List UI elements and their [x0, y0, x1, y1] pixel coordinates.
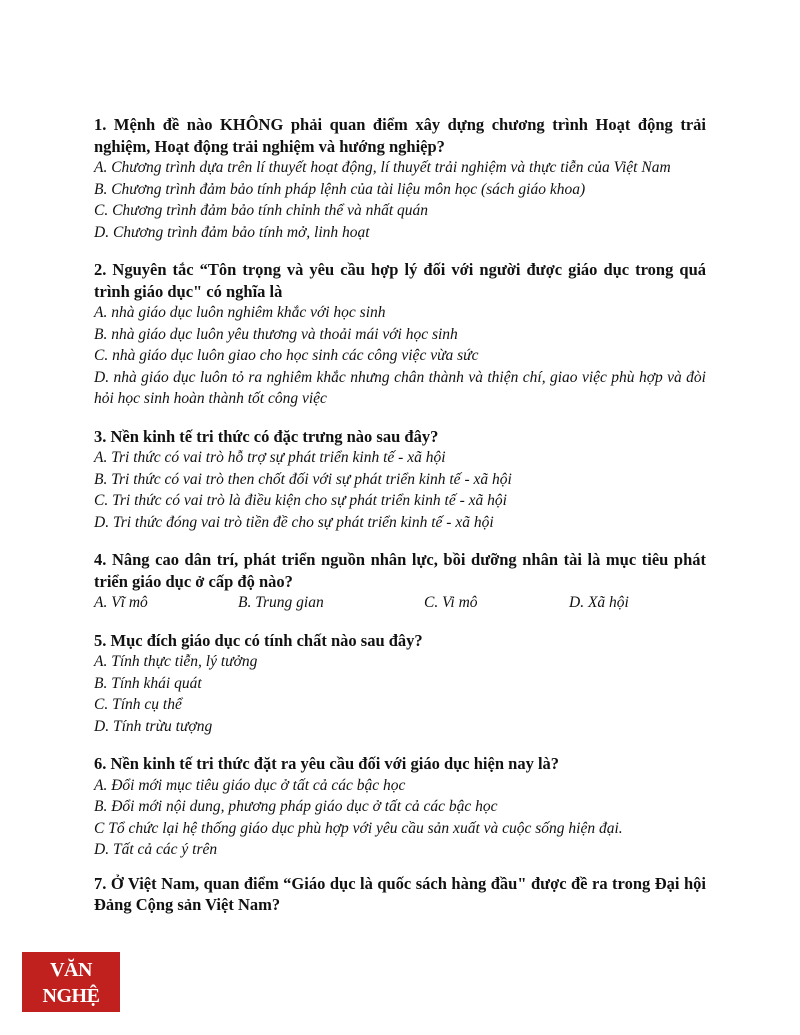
option-a: A. Chương trình dựa trên lí thuyết hoạt động, lí thuyết trải nghiệm và thực tiễn của Việt Nam [94, 159, 671, 176]
question-4 [94, 549, 706, 614]
option-a: A. nhà giáo dục luôn nghiêm khắc với học sinh [94, 304, 386, 321]
option-b: B. Chương trình đảm bảo tính pháp lệnh của tài liệu môn học (sách giáo khoa) [94, 180, 586, 198]
option-b: B. nhà giáo dục luôn yêu thương và thoải mái với học sinh [94, 325, 458, 343]
option-d: D. Tính trừu tượng [94, 717, 213, 735]
option-a: A. Tính thực tiễn, lý tưởng [94, 653, 258, 670]
question-5 [94, 630, 706, 738]
option-d: D. Tri thức đóng vai trò tiền đề cho sự phát triển kinh tế - xã hội [94, 513, 494, 531]
question-title: 4. Nâng cao dân trí, phát triển nguồn nhân lực, bồi dưỡng nhân tài là mục tiêu phát triển giáo dục ở cấp độ nào? [94, 550, 706, 591]
option-b: B. Tri thức có vai trò then chốt đối với sự phát triển kinh tế - xã hội [94, 470, 512, 488]
logo-line-2: TiềnGiang [32, 1010, 110, 1029]
option-b: B. Tính khái quát [94, 674, 202, 692]
logo-line-1: VĂN NGHỆ [42, 959, 100, 1007]
option-c: C. Tính cụ thể [94, 696, 182, 713]
van-nghe-tien-giang-logo [22, 952, 120, 1029]
option-b: B. Đổi mới nội dung, phương pháp giáo dục ở tất cả các bậc học [94, 798, 498, 815]
question-2 [94, 259, 706, 410]
option-d: D. nhà giáo dục luôn tỏ ra nghiêm khắc nhưng chân thành và thiện chí, giao việc phù hợp và đòi hỏi học sinh hoàn thành tốt công việc [94, 368, 706, 407]
option-a: A. Tri thức có vai trò hỗ trợ sự phát triển kinh tế - xã hội [94, 449, 446, 466]
question-title: 3. Nền kinh tế tri thức có đặc trưng nào sau đây? [94, 426, 439, 446]
options-row [94, 592, 706, 614]
option-b: B. Trung gian [238, 594, 324, 611]
option-d: D. Xã hội [569, 594, 629, 611]
option-d: D. Chương trình đảm bảo tính mở, linh hoạt [94, 223, 370, 241]
question-title: 1. Mệnh đề nào KHÔNG phải quan điểm xây dựng chương trình Hoạt động trải nghiệm, Hoạt động trải nghiệm và hướng nghiệp? [94, 115, 706, 156]
option-a: A. Đổi mới mục tiêu giáo dục ở tất cả các bậc học [94, 776, 406, 794]
option-c: C. Tri thức có vai trò là điều kiện cho sự phát triển kinh tế - xã hội [94, 492, 507, 509]
option-c: C. Chương trình đảm bảo tính chỉnh thể và nhất quán [94, 202, 429, 219]
option-d: D. Tất cả các ý trên [94, 841, 218, 858]
question-title: 6. Nền kinh tế tri thức đặt ra yêu cầu đối với giáo dục hiện nay là? [94, 754, 560, 773]
question-title: 7. Ở Việt Nam, quan điểm “Giáo dục là quốc sách hàng đầu" được đề ra trong Đại hội Đảng Cộng sản Việt Nam? [94, 873, 706, 914]
question-6 [94, 753, 706, 861]
quiz-document [94, 114, 706, 932]
question-3 [94, 426, 706, 534]
question-title: 2. Nguyên tắc “Tôn trọng và yêu cầu hợp lý đối với người được giáo dục trong quá trình giáo dục" có nghĩa là [94, 260, 706, 301]
option-a: A. Vĩ mô [94, 594, 148, 611]
question-1 [94, 114, 706, 243]
question-title: 5. Mục đích giáo dục có tính chất nào sau đây? [94, 630, 423, 650]
question-7 [94, 873, 706, 916]
option-c: C Tổ chức lại hệ thống giáo dục phù hợp với yêu cầu sản xuất và cuộc sống hiện đại. [94, 819, 623, 837]
option-c: C. Vi mô [424, 594, 478, 611]
option-c: C. nhà giáo dục luôn giao cho học sinh các công việc vừa sức [94, 347, 479, 364]
